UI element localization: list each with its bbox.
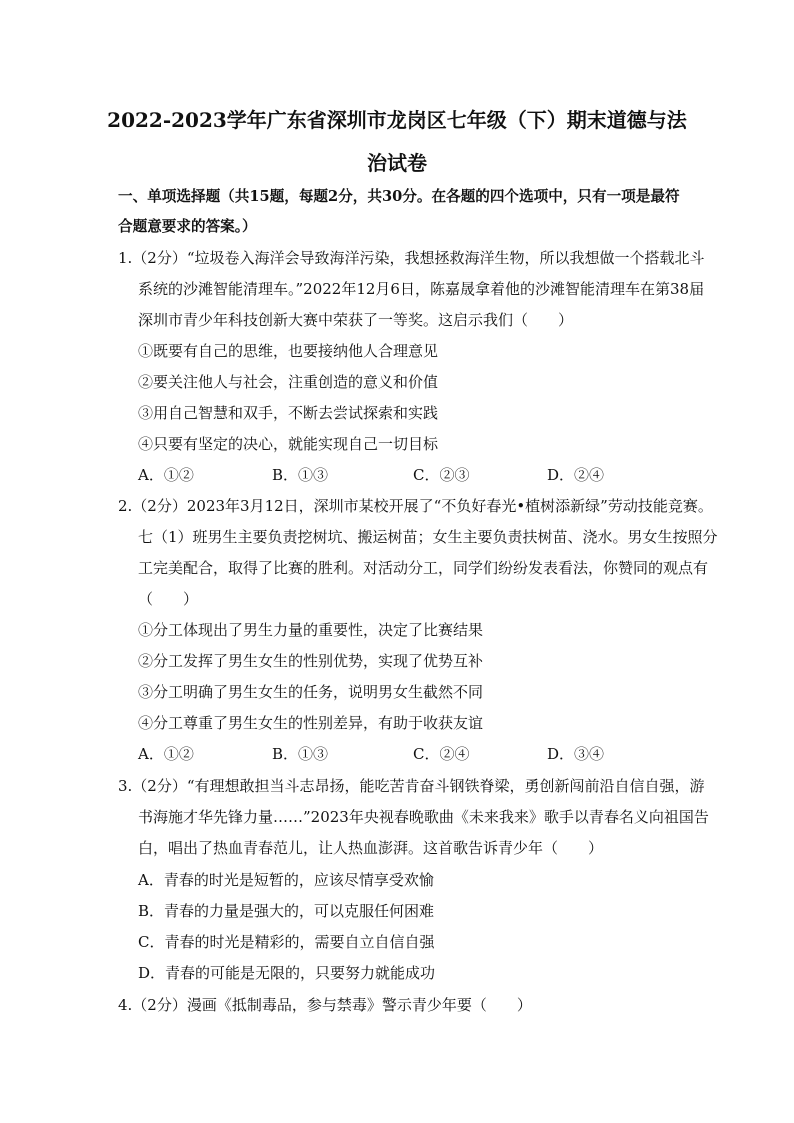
- section-heading-line2: 合题意要求的答案。）: [118, 218, 257, 235]
- q3-option-d[interactable]: D．青春的可能是无限的，只要努力就能成功: [138, 964, 436, 982]
- q3-stem-line1: 3.（2分）“有理想敢担当斗志昂扬，能吃苦肯奋斗钢铁脊梁，勇创新闯前沿自信自强，游: [118, 777, 705, 795]
- q2-stem-line1: 2.（2分）2023年3月12日，深圳市某校开展了“不负好春光•植树添新绿”劳动技能竞赛。: [118, 497, 713, 515]
- q1-option-a[interactable]: A．①②: [138, 466, 194, 484]
- q2-option-a[interactable]: A．①②: [138, 745, 194, 763]
- q2-stem-line4: （ ）: [138, 590, 199, 608]
- q2-item-3: ③分工明确了男生女生的任务，说明男女生截然不同: [138, 683, 484, 701]
- exam-title-line2: 治试卷: [367, 151, 427, 175]
- q2-option-d[interactable]: D．③④: [547, 745, 605, 763]
- q3-stem-line3: 白，唱出了热血青春范儿，让人热血澎湃。这首歌告诉青少年（ ）: [138, 839, 604, 857]
- q1-option-d[interactable]: D．②④: [547, 466, 605, 484]
- q3-stem-line2: 书海施才华先锋力量……”2023年央视春晚歌曲《未来我来》歌手以青春名义向祖国告: [138, 808, 709, 826]
- q2-stem-line2: 七（1）班男生主要负责挖树坑、搬运树苗；女生主要负责扶树苗、浇水。男女生按照分: [138, 528, 718, 546]
- q1-option-c[interactable]: C．②③: [413, 466, 470, 484]
- q2-stem-line3: 工完美配合，取得了比赛的胜利。对活动分工，同学们纷纷发表看法，你赞同的观点有: [138, 559, 709, 577]
- q3-option-c[interactable]: C．青春的时光是精彩的，需要自立自信自强: [138, 933, 435, 951]
- q3-option-a[interactable]: A．青春的时光是短暂的，应该尽情享受欢愉: [138, 871, 434, 889]
- q1-item-1: ①既要有自己的思维，也要接纳他人合理意见: [138, 342, 439, 360]
- q2-item-1: ①分工体现出了男生力量的重要性，决定了比赛结果: [138, 621, 484, 639]
- q2-option-c[interactable]: C．②④: [413, 745, 470, 763]
- q3-option-b[interactable]: B．青春的力量是强大的，可以克服任何困难: [138, 902, 435, 920]
- q1-item-4: ④只要有坚定的决心，就能实现自己一切目标: [138, 435, 439, 453]
- q1-stem-line1: 1.（2分）“垃圾卷入海洋会导致海洋污染，我想拯救海洋生物，所以我想做一个搭载北斗: [118, 249, 705, 267]
- q1-stem-line2: 系统的沙滩智能清理车。”2022年12月6日，陈嘉晟拿着他的沙滩智能清理车在第38届: [138, 280, 705, 298]
- q2-item-4: ④分工尊重了男生女生的性别差异，有助于收获友谊: [138, 714, 484, 732]
- q4-stem-line1: 4.（2分）漫画《抵制毒品，参与禁毒》警示青少年要（ ）: [118, 996, 532, 1014]
- q1-stem-line3: 深圳市青少年科技创新大赛中荣获了一等奖。这启示我们（ ）: [138, 311, 574, 329]
- q2-item-2: ②分工发挥了男生女生的性别优势，实现了优势互补: [138, 652, 484, 670]
- section-heading-line1: 一、单项选择题（共15题，每题2分，共30分。在各题的四个选项中，只有一项是最符: [118, 188, 680, 205]
- exam-title-line1: 2022-2023学年广东省深圳市龙岗区七年级（下）期末道德与法: [107, 108, 687, 132]
- q1-option-b[interactable]: B．①③: [272, 466, 329, 484]
- q2-option-b[interactable]: B．①③: [272, 745, 329, 763]
- q1-item-2: ②要关注他人与社会，注重创造的意义和价值: [138, 373, 439, 391]
- q1-item-3: ③用自己智慧和双手，不断去尝试探索和实践: [138, 404, 439, 422]
